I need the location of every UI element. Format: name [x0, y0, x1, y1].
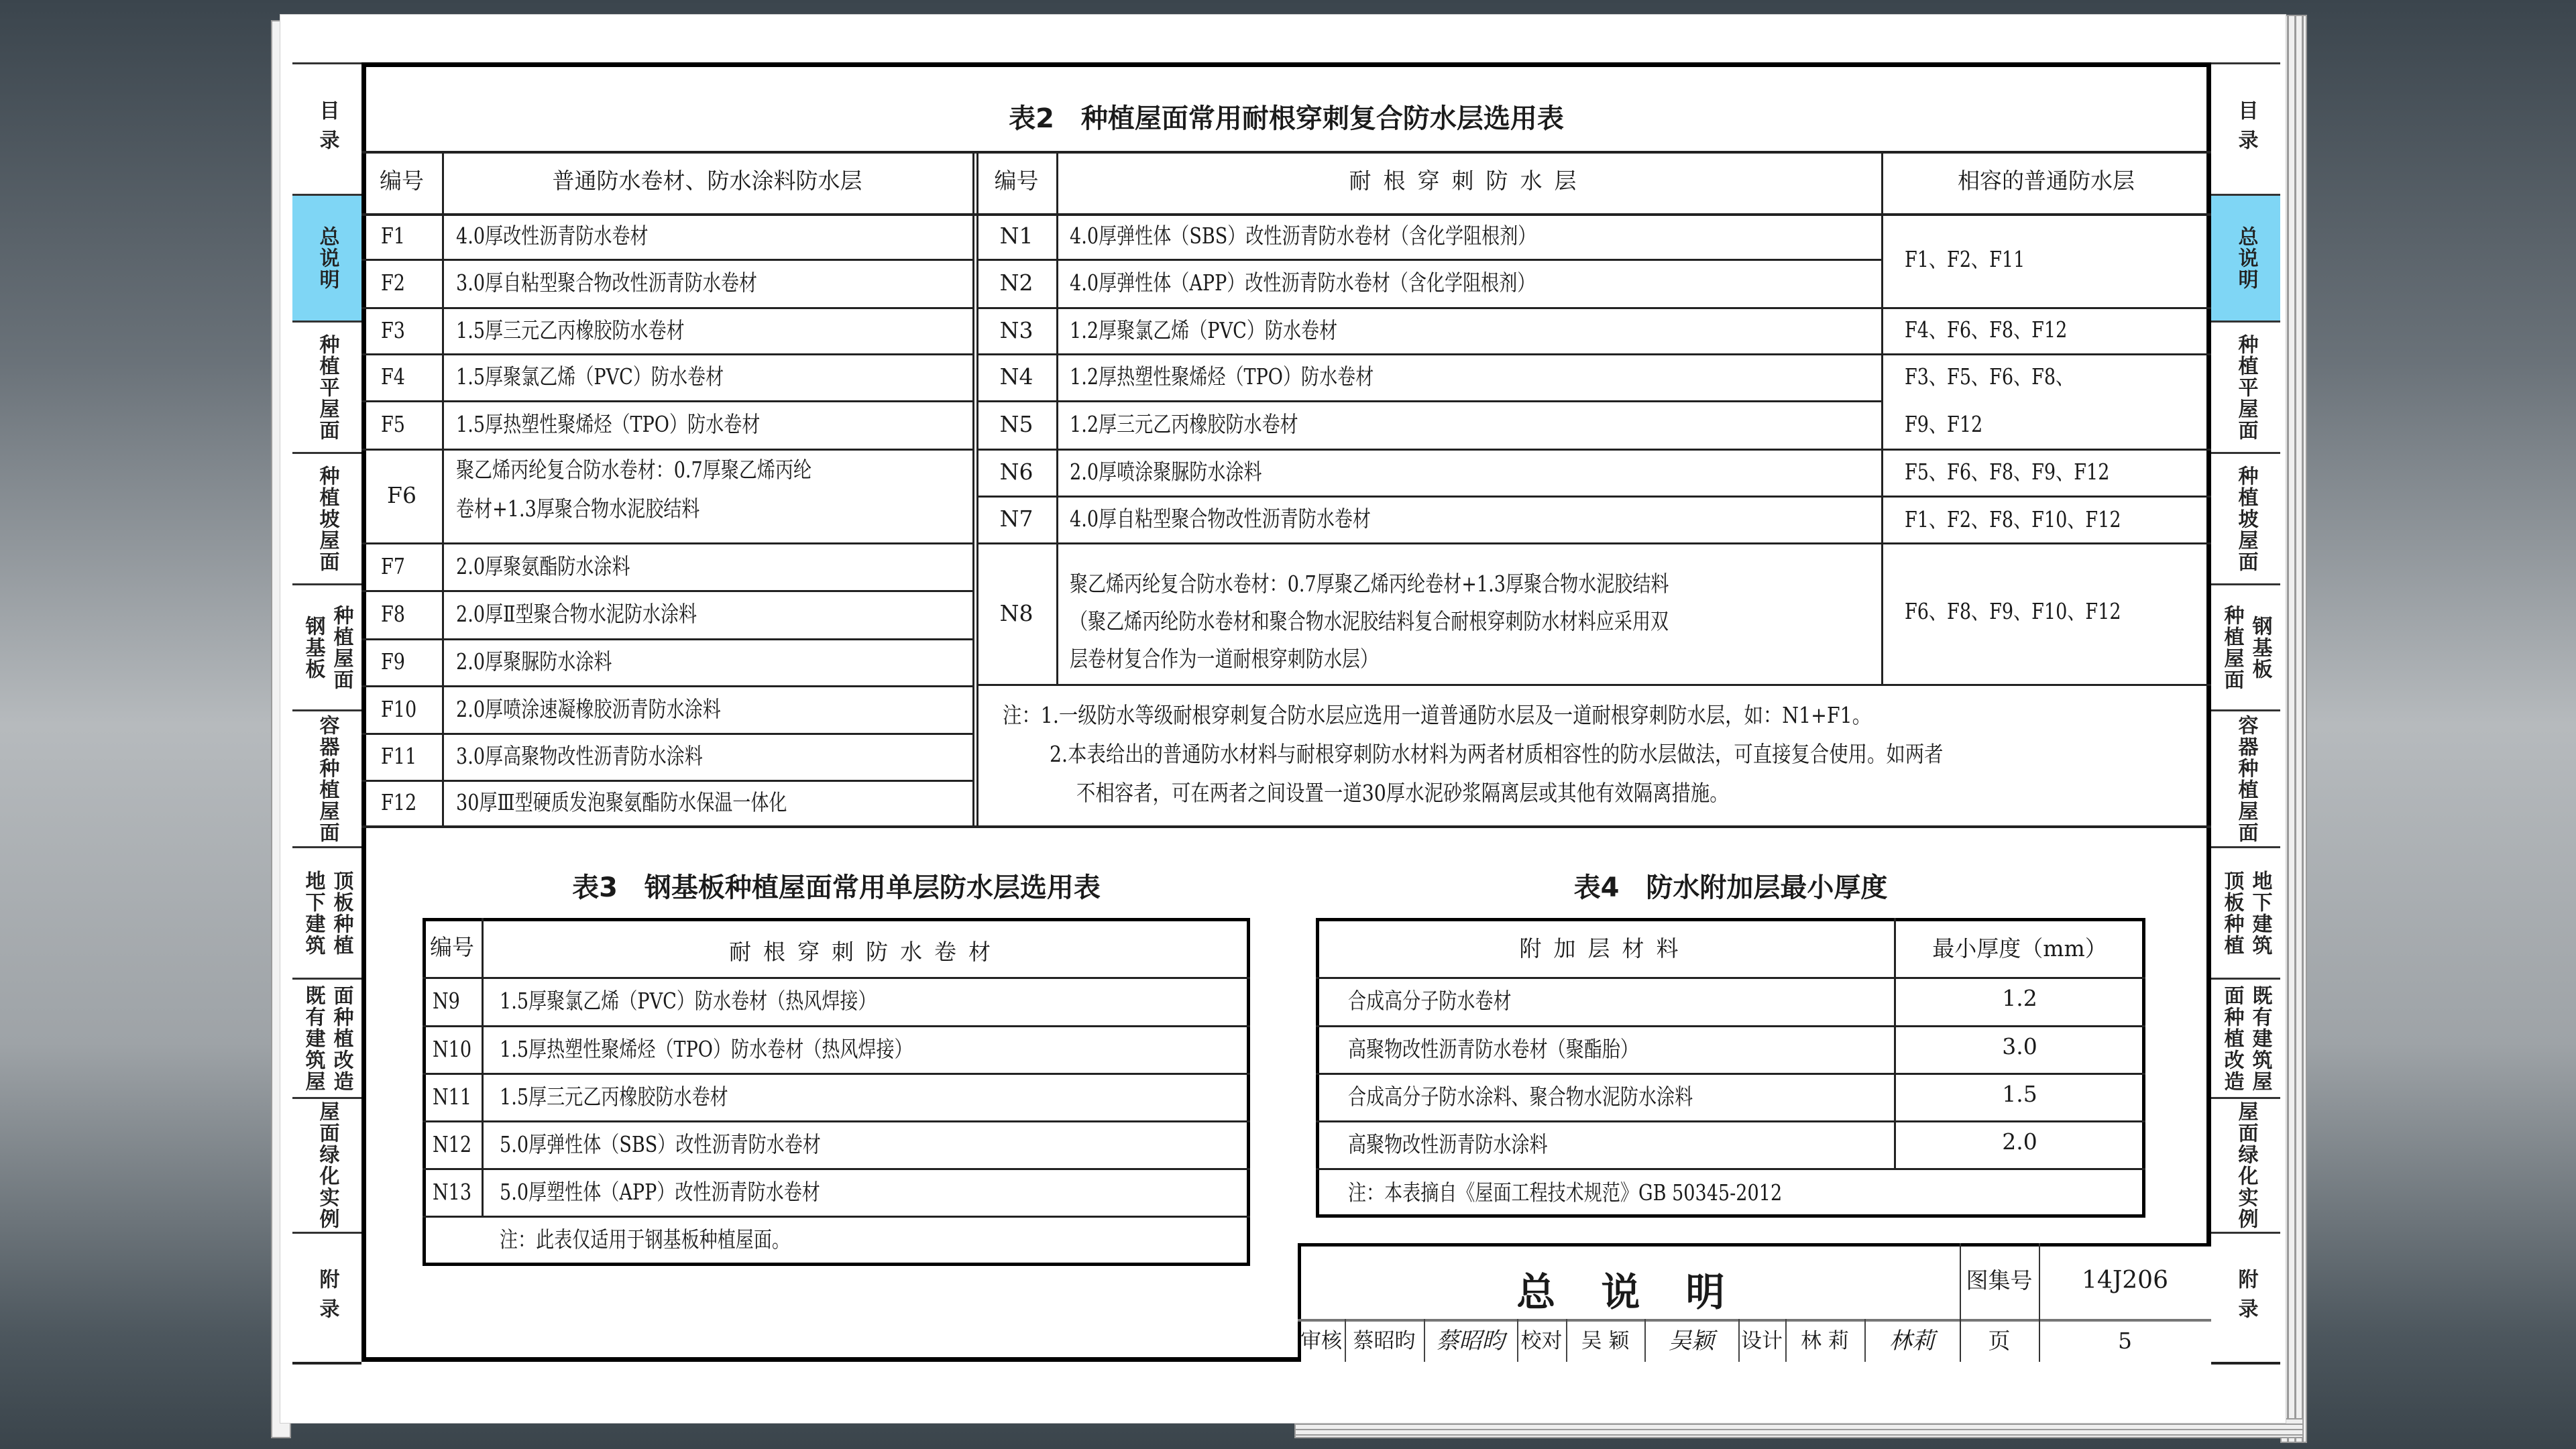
table-cell-desc: 1.2厚聚氯乙烯（PVC）防水卷材 [1070, 316, 1338, 343]
divider [976, 542, 2211, 544]
table-cell-code: F2 [381, 270, 406, 296]
tab-retrofit[interactable] [292, 978, 361, 1097]
divider [361, 685, 972, 687]
table-cell-code: N3 [999, 316, 1033, 343]
divider [361, 780, 972, 782]
drawing-title: 总 说 明 [1516, 1269, 1741, 1315]
signature-reviewer: 蔡昭昀 [1353, 1329, 1416, 1353]
table-cell-desc: 1.5厚三元乙丙橡胶防水卷材 [500, 1083, 728, 1110]
divider [361, 590, 972, 592]
tab-label: 容器种植屋面 [2234, 714, 2258, 844]
table-cell-thickness: 3.0 [2002, 1033, 2037, 1059]
divider [361, 449, 972, 451]
table-cell-code: N5 [999, 411, 1033, 437]
table-cell-code: F8 [381, 601, 406, 627]
compat-n3: F4、F6、F8、F12 [1905, 316, 2068, 343]
table-cell-code: F4 [381, 363, 406, 390]
table-cell-desc: 1.2厚热塑性聚烯烃（TPO）防水卷材 [1070, 363, 1374, 390]
tab-underground[interactable] [2211, 846, 2280, 978]
table2-note-2: 2.本表给出的普通防水材料与耐根穿刺防水材料为两者材质相容性的防水层做法，可直接复合使用。如两者 [1050, 741, 1944, 767]
divider [1316, 1168, 2145, 1170]
divider [361, 825, 2211, 828]
table-cell-code: N4 [999, 363, 1033, 390]
divider [976, 353, 2211, 355]
tab-general[interactable] [2211, 194, 2280, 321]
tab-label: 既有建筑屋 [2248, 984, 2272, 1092]
table4-note: 注：本表摘自《屋面工程技术规范》GB 50345-2012 [1348, 1179, 1783, 1206]
divider [423, 1120, 1250, 1122]
divider [361, 400, 972, 402]
table-cell-desc: 4.0厚弹性体（APP）改性沥青防水卷材（含化学阻根剂） [1070, 270, 1536, 296]
table-cell-code: N1 [999, 223, 1033, 249]
divider [423, 1168, 1250, 1170]
divider [361, 353, 972, 355]
table3-header-code: 编号 [430, 934, 474, 960]
table3-header-material: 耐根穿刺防水卷材 [729, 939, 1003, 965]
tab-label: 种植坡屋面 [2234, 465, 2258, 573]
table-cell-code: N8 [999, 599, 1033, 626]
table2-note-3: 不相容者，可在两者之间设置一道30厚水泥砂浆隔离层或其他有效隔离措施。 [1076, 780, 1729, 806]
table-cell-code: N13 [433, 1178, 472, 1205]
divider [976, 496, 2211, 498]
table-cell-code: N7 [999, 506, 1033, 532]
table-cell-desc: 1.5厚热塑性聚烯烃（TPO）防水卷材（热风焊接） [500, 1035, 913, 1062]
table-cell-desc: 3.0厚高聚物改性沥青防水涂料 [456, 743, 703, 769]
tab-underground[interactable] [292, 846, 361, 978]
table-cell-thickness: 1.5 [2002, 1080, 2037, 1107]
header-root-layer: 耐根穿刺防水层 [1349, 168, 1589, 194]
divider [976, 307, 2211, 309]
tab-slope[interactable] [292, 452, 361, 583]
compat-n7: F1、F2、F8、F10、F12 [1905, 506, 2121, 532]
table2-note-1: 注：1.一级防水等级耐根穿刺复合防水层应选用一道普通防水层及一道耐根穿刺防水层，如：N1+F1。 [1003, 702, 1872, 728]
tab-container[interactable] [2211, 709, 2280, 846]
tab-label: 附录 [315, 1268, 339, 1328]
compat-n6: F5、F6、F8、F9、F12 [1905, 459, 2110, 485]
table-cell-code: F3 [381, 316, 406, 343]
tab-retrofit[interactable] [2211, 978, 2280, 1097]
divider [1316, 1120, 2145, 1122]
table-cell-desc: 3.0厚自粘型聚合物改性沥青防水卷材 [456, 270, 757, 296]
table-cell-desc: 1.5厚聚氯乙烯（PVC）防水卷材（热风焊接） [500, 988, 877, 1014]
table-cell-desc: 卷材+1.3厚聚合物水泥胶结料 [456, 496, 700, 522]
signature-design-label: 设计 [1741, 1329, 1783, 1353]
table-cell-desc: 4.0厚弹性体（SBS）改性沥青防水卷材（含化学阻根剂） [1070, 223, 1536, 249]
compat-n4-n5-cont: F9、F12 [1905, 411, 1983, 437]
table-cell-code: N10 [433, 1035, 472, 1062]
table-cell-desc: 聚乙烯丙纶复合防水卷材：0.7厚聚乙烯丙纶 [456, 457, 812, 483]
tab-toc[interactable] [292, 62, 361, 194]
table-cell-desc: 1.5厚热塑性聚烯烃（TPO）防水卷材 [456, 411, 761, 437]
table-cell-code: F6 [387, 482, 416, 508]
divider [292, 1362, 361, 1365]
table-cell-code: N6 [999, 459, 1033, 485]
tab-flat[interactable] [2211, 321, 2280, 452]
tab-label: 钢基板 [2248, 615, 2272, 680]
tab-label: 总说明 [315, 226, 339, 290]
tab-label: 屋面绿化实例 [315, 1101, 339, 1230]
divider [1881, 151, 1883, 684]
tab-container[interactable] [292, 709, 361, 846]
signature-review-label: 审核 [1300, 1329, 1342, 1353]
table-cell-desc: 5.0厚弹性体（SBS）改性沥青防水卷材 [500, 1131, 821, 1157]
table-cell-code: F1 [381, 223, 406, 249]
table4-header-thickness: 最小厚度（mm） [1932, 935, 2107, 962]
compat-n4-n5: F3、F5、F6、F8、 [1905, 363, 2074, 390]
table-cell-desc: 5.0厚塑性体（APP）改性沥青防水卷材 [500, 1178, 820, 1205]
tab-label: 目录 [2234, 99, 2258, 159]
table-cell-code: F12 [381, 789, 417, 815]
tab-label: 顶板种植 [329, 870, 353, 956]
table-cell-material: 高聚物改性沥青防水涂料 [1348, 1131, 1548, 1157]
tab-label: 附录 [2234, 1268, 2258, 1328]
divider [361, 151, 2211, 154]
header-common-layer: 普通防水卷材、防水涂料防水层 [552, 168, 862, 194]
tab-label: 总说明 [2234, 226, 2258, 290]
tab-label: 地下建筑 [2248, 870, 2272, 956]
table-cell-desc: （聚乙烯丙纶防水卷材和聚合物水泥胶结料复合耐根穿刺防水材料应采用双 [1070, 608, 1669, 634]
compat-n1-n2: F1、F2、F11 [1905, 246, 2025, 272]
table-cell-material: 合成高分子防水涂料、聚合物水泥防水涂料 [1348, 1083, 1693, 1110]
divider [972, 151, 974, 827]
table4-header-material: 附加层材料 [1519, 935, 1691, 962]
table-cell-desc: 1.5厚三元乙丙橡胶防水卷材 [456, 316, 685, 343]
table-cell-thickness: 2.0 [2002, 1128, 2037, 1155]
signature-designer-sig: 林莉 [1889, 1328, 1935, 1354]
divider [361, 259, 972, 261]
signature-reviewer-sig: 蔡昭昀 [1436, 1328, 1505, 1354]
divider [361, 638, 972, 640]
table-cell-code: F9 [381, 648, 406, 675]
tab-slope[interactable] [2211, 452, 2280, 583]
left-tab-column [292, 62, 361, 1362]
table-cell-desc: 2.0厚喷涂聚脲防水涂料 [1070, 459, 1262, 485]
tab-examples[interactable] [292, 1097, 361, 1232]
tab-general[interactable] [292, 194, 361, 321]
table4-title: 表4 防水附加层最小厚度 [1573, 872, 1888, 903]
tab-label: 面种植改造 [2220, 984, 2244, 1092]
table-cell-code: N12 [433, 1131, 472, 1157]
tab-label: 种植屋面 [2220, 604, 2244, 691]
divider [976, 449, 2211, 451]
table-cell-desc: 聚乙烯丙纶复合防水卷材：0.7厚聚乙烯丙纶卷材+1.3厚聚合物水泥胶结料 [1070, 571, 1669, 597]
divider [361, 213, 2211, 216]
tab-label: 种植屋面 [329, 604, 353, 691]
divider [976, 151, 978, 827]
table2-title: 表2 种植屋面常用耐根穿刺复合防水层选用表 [1009, 103, 1564, 134]
tab-steel[interactable] [2211, 583, 2280, 709]
tab-label: 种植坡屋面 [315, 465, 339, 573]
table-cell-desc: 4.0厚自粘型聚合物改性沥青防水卷材 [1070, 506, 1371, 532]
divider [976, 400, 1881, 402]
table-cell-desc: 2.0厚Ⅱ型聚合物水泥防水涂料 [456, 601, 697, 627]
table3-title: 表3 钢基板种植屋面常用单层防水层选用表 [572, 872, 1101, 903]
table-cell-material: 高聚物改性沥青防水卷材（聚酯胎） [1348, 1035, 1638, 1062]
tab-label: 地下建筑 [301, 870, 325, 956]
table-cell-code: F10 [381, 695, 417, 722]
tab-steel[interactable] [292, 583, 361, 709]
page-label: 页 [1988, 1328, 2011, 1354]
compat-n8: F6、F8、F9、F10、F12 [1905, 598, 2121, 624]
signature-checker-sig: 吴颖 [1669, 1328, 1714, 1354]
header-code: 编号 [380, 168, 424, 194]
divider [423, 1216, 1250, 1218]
table-cell-material: 合成高分子防水卷材 [1348, 988, 1512, 1014]
divider [1056, 151, 1058, 684]
tab-toc[interactable] [2211, 62, 2280, 194]
divider [423, 1073, 1250, 1075]
table-cell-code: N11 [433, 1083, 472, 1110]
table-cell-desc: 2.0厚聚脲防水涂料 [456, 648, 612, 675]
divider [361, 542, 972, 544]
tab-appendix[interactable] [2211, 1232, 2280, 1362]
divider [442, 151, 444, 827]
divider [2211, 1362, 2280, 1365]
divider [1316, 1025, 2145, 1027]
table-cell-desc: 1.2厚三元乙丙橡胶防水卷材 [1070, 411, 1298, 437]
divider [1316, 977, 2145, 979]
table4 [1316, 918, 2145, 1218]
tab-flat[interactable] [292, 321, 361, 452]
signature-designer: 林 莉 [1801, 1329, 1849, 1353]
tab-label: 种植平屋面 [2234, 333, 2258, 441]
tab-label: 种植平屋面 [315, 333, 339, 441]
tab-label: 屋面绿化实例 [2234, 1101, 2258, 1230]
table-cell-desc: 2.0厚聚氨酯防水涂料 [456, 553, 630, 579]
tab-label: 容器种植屋面 [315, 714, 339, 844]
table3-note: 注：此表仅适用于钢基板种植屋面。 [500, 1226, 790, 1253]
divider [976, 259, 1881, 261]
atlas-number: 14J206 [2082, 1267, 2168, 1294]
tab-label: 面种植改造 [329, 984, 353, 1092]
atlas-label: 图集号 [1966, 1267, 2033, 1293]
table-cell-desc: 2.0厚喷涂速凝橡胶沥青防水涂料 [456, 695, 721, 722]
signature-checker: 吴 颖 [1581, 1329, 1630, 1353]
tab-label: 顶板种植 [2220, 870, 2244, 956]
table-cell-thickness: 1.2 [2002, 985, 2037, 1011]
divider [361, 733, 972, 735]
tab-appendix[interactable] [292, 1232, 361, 1362]
tab-examples[interactable] [2211, 1097, 2280, 1232]
tab-label: 既有建筑屋 [301, 984, 325, 1092]
signature-check-label: 校对 [1520, 1329, 1563, 1353]
table-cell-code: F11 [381, 743, 417, 769]
page-number: 5 [2118, 1328, 2132, 1354]
table-cell-code: N2 [999, 270, 1033, 296]
table-cell-code: F7 [381, 553, 406, 579]
table-cell-desc: 4.0厚改性沥青防水卷材 [456, 223, 649, 249]
table-cell-code: F5 [381, 411, 406, 437]
divider [1316, 1073, 2145, 1075]
header-compatible: 相容的普通防水层 [1958, 168, 2135, 194]
table-cell-code: N9 [433, 988, 460, 1014]
divider [423, 977, 1250, 979]
table-cell-desc: 30厚Ⅲ型硬质发泡聚氨酯防水保温一体化 [456, 789, 787, 815]
divider [976, 684, 2211, 686]
table-cell-desc: 层卷材复合作为一道耐根穿刺防水层） [1070, 646, 1379, 672]
divider [423, 1025, 1250, 1027]
tab-label: 钢基板 [301, 615, 325, 680]
right-tab-column [2211, 62, 2280, 1362]
table-cell-desc: 1.5厚聚氯乙烯（PVC）防水卷材 [456, 363, 724, 390]
tab-label: 目录 [315, 99, 339, 159]
header-n-code: 编号 [994, 168, 1039, 194]
divider [361, 307, 972, 309]
divider [1298, 1319, 2211, 1322]
